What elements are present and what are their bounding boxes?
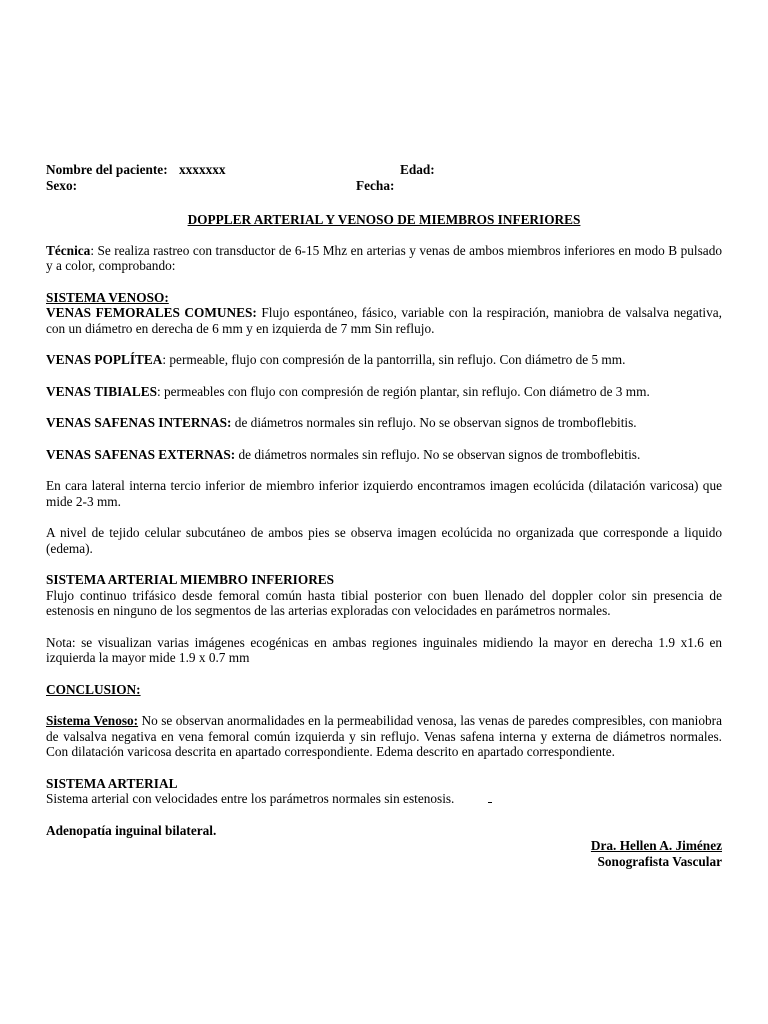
sex-row	[46, 178, 722, 194]
date-label: Fecha:	[356, 178, 395, 193]
tecnica-text: : Se realiza rastreo con transductor de 6-15 Mhz en arterias y venas de ambos miembros inferiores en modo B pulsado y a color, comprobando:	[46, 242, 722, 273]
tibiales-label: VENAS TIBIALES	[46, 383, 157, 399]
femorales-paragraph	[46, 305, 722, 336]
safenas-internas-text: de diámetros normales sin reflujo. No se observan signos de tromboflebitis.	[231, 415, 637, 430]
lateral-paragraph: En cara lateral interna tercio inferior de miembro inferior izquierdo encontramos imagen ecolúcida (dilatación varicosa) que mide 2-3 mm.	[46, 478, 722, 509]
safenas-internas-label: VENAS SAFENAS INTERNAS:	[46, 415, 232, 430]
conclusion-heading: CONCLUSION:	[46, 681, 141, 697]
conclusion-venoso-text: No se observan anormalidades en la permeabilidad venosa, las venas de paredes compresibles, con maniobra de valsalva negativa en vena femoral común izquierda y sin reflujo. Venas safena interna y externa de diámetros normales. Con dilatación varicosa descrita en apartado correspondiente. Edema descrito en apartado correspondiente.	[46, 713, 722, 759]
report-title: DOPPLER ARTERIAL Y VENOSO DE MIEMBROS INFERIORES	[187, 212, 581, 227]
tecnica-label: Técnica	[46, 242, 91, 258]
tibiales-paragraph	[46, 384, 722, 400]
safenas-internas-paragraph	[46, 415, 722, 431]
conclusion-venoso-label: Sistema Venoso:	[46, 713, 139, 728]
poplitea-paragraph	[46, 352, 722, 368]
edema-paragraph: A nivel de tejido celular subcutáneo de ambos pies se observa imagen ecolúcida no organizada que corresponde a liquido (edema).	[46, 525, 722, 556]
patient-label: Nombre del paciente:	[46, 162, 168, 177]
arterial-heading: SISTEMA ARTERIAL MIEMBRO INFERIORES	[46, 572, 335, 587]
tecnica-paragraph	[46, 243, 722, 274]
tibiales-text: : permeables con flujo con compresión de región plantar, sin reflujo. Con diámetro de 3 mm.	[156, 383, 650, 399]
conclusion-arterial-text: Sistema arterial con velocidades entre los parámetros normales sin estenosis.	[46, 791, 455, 806]
patient-row	[46, 162, 722, 178]
adenopatia-line: Adenopatía inguinal bilateral.	[46, 822, 217, 838]
nota-paragraph: Nota: se visualizan varias imágenes ecogénicas en ambas regiones inguinales midiendo la mayor en derecha 1.9 x1.6 en izquierda la mayor mide 1.9 x 0.7 mm	[46, 634, 722, 665]
signature-name: Dra. Hellen A. Jiménez	[590, 838, 722, 853]
age-label: Edad:	[400, 162, 435, 177]
safenas-externas-paragraph	[46, 447, 722, 463]
poplitea-label: VENAS POPLÍTEA	[46, 352, 163, 367]
conclusion-arterial-heading: SISTEMA ARTERIAL	[46, 775, 178, 791]
report-page	[46, 162, 722, 869]
poplitea-text: : permeable, flujo con compresión de la pantorrilla, sin reflujo. Con diámetro de 5 mm.	[162, 352, 626, 367]
safenas-externas-label: VENAS SAFENAS EXTERNAS:	[46, 446, 236, 462]
underline-mark	[488, 794, 492, 803]
femorales-text: Flujo espontáneo, fásico, variable con la respiración, maniobra de valsalva negativa, con un diámetro en derecha de 6 mm y en izquierda de 7 mm Sin reflujo.	[46, 305, 722, 336]
signature-role: Sonografista Vascular	[597, 853, 722, 869]
safenas-externas-text: de diámetros normales sin reflujo. No se observan signos de tromboflebitis.	[235, 446, 641, 462]
conclusion-arterial-paragraph	[46, 791, 722, 807]
patient-value: xxxxxxx	[179, 162, 226, 177]
femorales-label: VENAS FEMORALES COMUNES:	[46, 305, 257, 320]
sex-label: Sexo:	[46, 178, 78, 193]
venoso-heading: SISTEMA VENOSO:	[46, 289, 169, 305]
arterial-paragraph: Flujo continuo trifásico desde femoral común hasta tibial posterior con buen llenado del doppler color sin presencia de estenosis en ninguno de los segmentos de las arterias exploradas con velocidades en parámetros normales.	[46, 587, 722, 618]
conclusion-venoso-paragraph	[46, 713, 722, 760]
